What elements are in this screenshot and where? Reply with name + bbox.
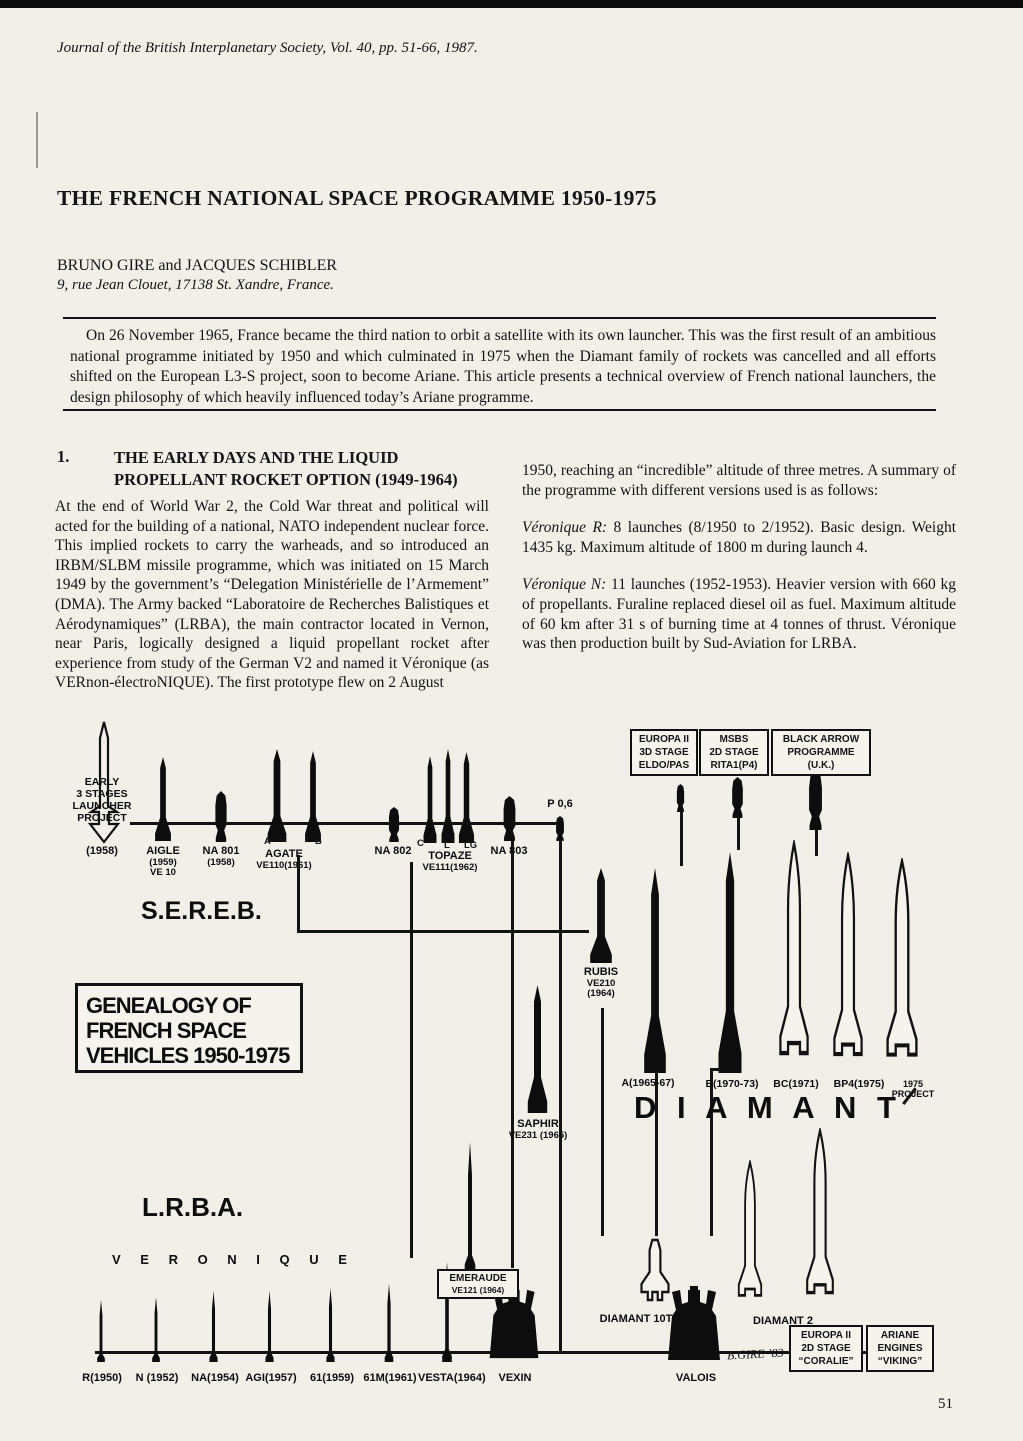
diamant-bc-rocket-outline <box>777 840 811 1073</box>
lrba-label: L.R.B.A. <box>142 1192 244 1222</box>
authors: BRUNO GIRE and JACQUES SCHIBLER <box>57 257 338 274</box>
genealogy-title-box: GENEALOGY OF FRENCH SPACE VEHICLES 1950-1975 <box>75 983 303 1073</box>
n1952-label: N (1952) <box>135 1372 179 1384</box>
coralie-box: EUROPA II 2D STAGE “CORALIE” <box>789 1325 863 1372</box>
veronique-word: V E R O N I Q U E <box>112 1252 355 1267</box>
connector-line <box>297 930 589 933</box>
abstract-rule-bottom <box>63 409 936 411</box>
right-intro: 1950, reaching an “incredible” altitude of three metres. A summary of the programme with different versions used is as follows: <box>522 462 956 499</box>
black-arrow-box: BLACK ARROW PROGRAMME (U.K.) <box>771 729 871 776</box>
section-heading-line2: PROPELLANT ROCKET OPTION (1949-1964) <box>114 469 458 489</box>
611959-label: 61(1959) <box>309 1372 355 1384</box>
p06-label: P 0,6 <box>547 798 573 810</box>
abstract: On 26 November 1965, France became the third nation to orbit a satellite with its own launcher. This was the first result of an ambitious national programme initiated by 1950 and which culminated in 1975 when the Diamant family of rockets was cancelled and all efforts shifted on the European L3-S project, soon to become Ariane. This article presents a technical overview of French national launchers, the design philosophy of which heavily influenced today’s Ariane programme. <box>70 327 936 406</box>
diamant-a-label: A(1965-67) <box>621 1077 675 1089</box>
journal-citation: Journal of the British Interplanetary Society, Vol. 40, pp. 51-66, 1987. <box>57 40 478 56</box>
aigle-rocket <box>152 757 174 841</box>
agate-b-rocket <box>302 751 324 842</box>
agate-a-letter: A <box>264 836 271 847</box>
article-title: THE FRENCH NATIONAL SPACE PROGRAMME 1950-1975 <box>57 186 657 210</box>
black-arrow-rocket <box>804 771 827 830</box>
right-column <box>522 461 956 672</box>
saphir-label: SAPHIR VE231 (1965) <box>508 1118 568 1141</box>
topaze-label: TOPAZE VE111(1962) <box>422 850 478 873</box>
diamant-a-rocket <box>640 868 670 1073</box>
artist-signature: B.GIRE ’83 <box>726 1345 784 1363</box>
early-year-label: (1958) <box>86 845 118 857</box>
veronique-r-paragraph: Véronique R: 8 launches (8/1950 to 2/1952). Basic design. Weight 1435 kg. Maximum altitude of 1800 m during launch 4. <box>522 519 956 556</box>
agate-a-rocket <box>264 749 290 842</box>
topaze-lg-rocket <box>456 752 477 843</box>
diamant-2b-rocket-outline <box>804 1128 836 1308</box>
msbs-box: MSBS 2D STAGE RITA1(P4) <box>699 729 769 776</box>
agate-label: AGATE VE110(1961) <box>256 848 312 871</box>
page-number: 51 <box>938 1396 953 1412</box>
early-project-label: EARLY 3 STAGES LAUNCHER PROJECT <box>72 776 132 824</box>
diamant-b-rocket <box>714 852 746 1073</box>
saphir-rocket <box>524 985 551 1113</box>
rubis-rocket <box>586 868 616 963</box>
left-column-paragraph: At the end of World War 2, the Cold War threat and political will acted for the building of a national, NATO independent nuclear force. This implied rockets to carry the warheads, and so introduced an IRBM/SLBM missile programme, which was initiated on 15 March 1949 by the government’s “Delegation Ministérielle de l’Armement” (DMA). The Army backed “Laboratoire de Recherches Balistiques et Aérodynamiques” (LRBA), the main contractor located in Vernon, near Paris, logically designed a liquid propellant rocket after experience from study of the German V2 and named it Véronique (as VERnon-électroNIQUE). The first prototype flew on 2 August <box>55 498 489 692</box>
msbs-rocket <box>728 777 747 818</box>
diamant-bp4-rocket-outline <box>831 852 865 1073</box>
vesta-label: VESTA(1964) <box>418 1372 486 1384</box>
diamant-b-label: B(1970-73) <box>705 1078 759 1090</box>
scan-artifact <box>36 112 38 168</box>
scan-edge-bar <box>0 0 1023 8</box>
agi1957-label: AGI(1957) <box>245 1372 297 1384</box>
connector-line <box>511 841 514 1268</box>
section-number: 1. <box>57 447 70 466</box>
na802-label: NA 802 <box>374 845 412 857</box>
diamant-2-label: DIAMANT 2 <box>753 1315 813 1327</box>
topaze-c-rocket <box>421 756 439 843</box>
connector-line <box>559 840 562 1352</box>
na802-rocket <box>385 807 403 842</box>
diamant-word: D I A M A N T <box>634 1090 902 1125</box>
section-heading-line1: THE EARLY DAYS AND THE LIQUID <box>114 448 399 467</box>
connector-line <box>130 822 560 825</box>
diamant-10t-rocket-outline <box>637 1238 673 1308</box>
connector-line <box>410 862 413 1258</box>
p06-rocket <box>553 816 567 841</box>
na801-rocket <box>211 791 231 842</box>
topaze-c-letter: C <box>417 838 424 849</box>
viking-box: ARIANE ENGINES “VIKING” <box>866 1325 934 1372</box>
connector-line <box>737 818 740 850</box>
abstract-rule-top <box>63 317 936 319</box>
topaze-l-rocket <box>439 749 457 843</box>
connector-line <box>601 1008 604 1236</box>
veronique-n-paragraph: Véronique N: 11 launches (1952-1953). Heavier version with 660 kg of propellants. Furaline replaced diesel oil as fuel. Maximum altitude of 60 km after 31 s of burning time at 4 tonnes of thrust. Véronique was then production built by Sud-Aviation for LRBA. <box>522 576 957 653</box>
na1954-label: NA(1954) <box>191 1372 239 1384</box>
na801-label: NA 801 (1958) <box>202 845 240 868</box>
europa-3d-box: EUROPA II 3D STAGE ELDO/PAS <box>630 729 698 776</box>
valois-label: VALOIS <box>675 1372 717 1384</box>
rubis-label: RUBIS VE210 (1964) <box>583 966 619 1000</box>
emeraude-label: EMERAUDE VE121 (1964) <box>437 1269 519 1299</box>
connector-line <box>815 830 818 856</box>
connector-line <box>680 812 683 866</box>
r1950-label: R(1950) <box>82 1372 122 1384</box>
diamant-bp4-label: BP4(1975) <box>833 1078 885 1090</box>
affiliation: 9, rue Jean Clouet, 17138 St. Xandre, France. <box>57 277 334 293</box>
diamant-2-rocket-outline <box>736 1160 764 1308</box>
topaze-lg-letter: LG <box>464 840 478 851</box>
aigle-label: AIGLE (1959) VE 10 <box>146 845 180 879</box>
project-1975-rocket-outline <box>884 858 920 1073</box>
vexin-label: VEXIN <box>498 1372 532 1384</box>
61m1961-label: 61M(1961) <box>363 1372 417 1384</box>
project-1975-label: 1975 PROJECT <box>891 1079 935 1100</box>
sereb-label: S.E.R.E.B. <box>141 897 262 925</box>
section-heading <box>114 447 504 490</box>
europa-3d-rocket <box>674 784 687 812</box>
emeraude-rocket <box>459 1142 481 1272</box>
na803-label: NA 803 <box>490 845 528 857</box>
diamant-bc-label: BC(1971) <box>773 1078 819 1090</box>
diamant-10t-label: DIAMANT 10T <box>599 1313 673 1325</box>
agate-b-letter: B <box>315 836 322 847</box>
na803-rocket <box>499 796 520 841</box>
topaze-l-letter: L <box>444 840 450 851</box>
